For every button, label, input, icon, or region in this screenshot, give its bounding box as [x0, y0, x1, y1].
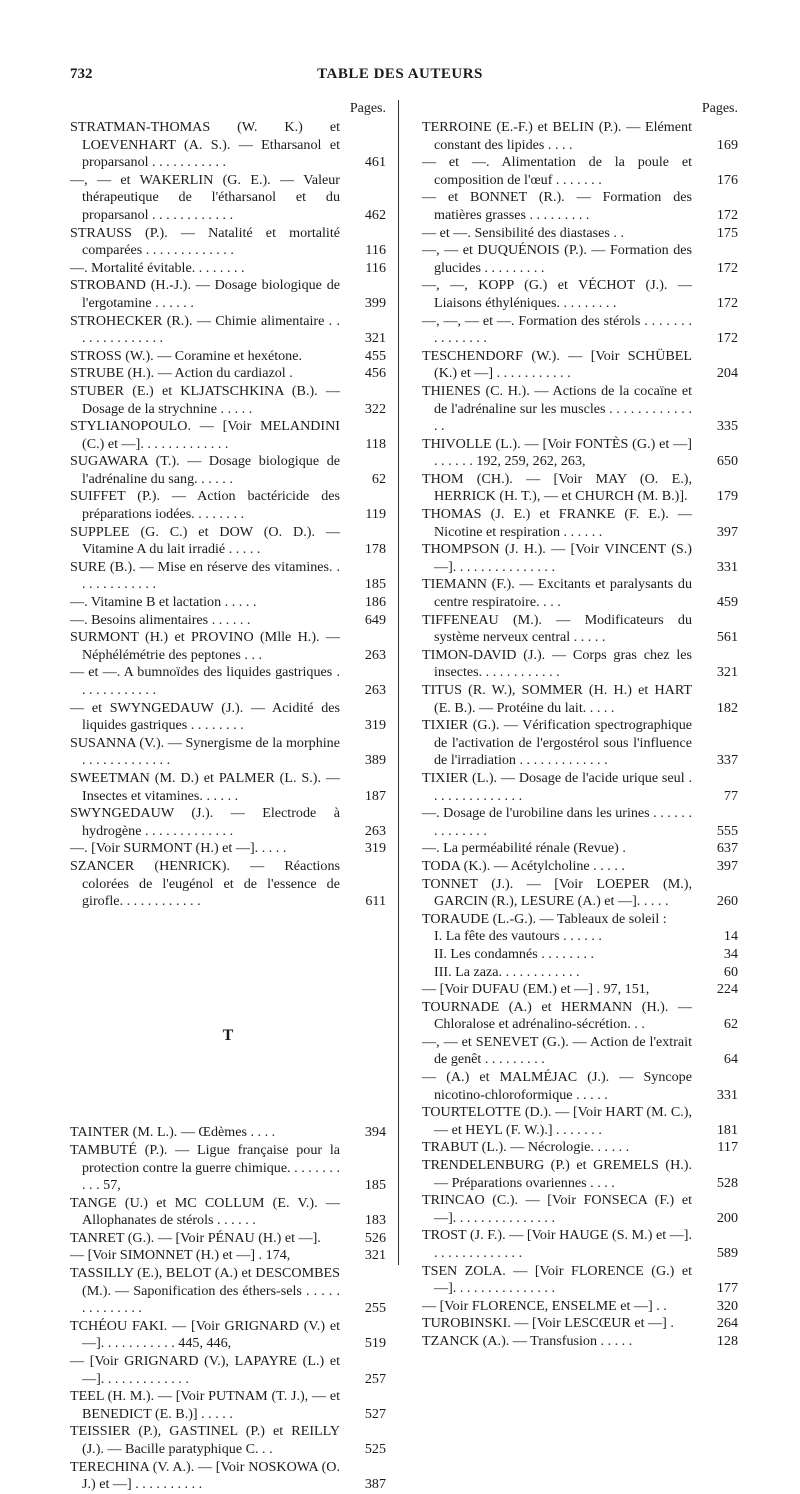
pages-label: Pages.: [701, 101, 738, 116]
entry-page: 64: [723, 1051, 738, 1068]
index-entry: [422, 242, 738, 277]
entry-text: TAINTER (M. L.). — Œdèmes . . . .: [70, 1124, 276, 1141]
index-entry: [70, 1194, 386, 1230]
index-entry: [422, 646, 738, 682]
entry-text: SUPPLEE (G. C.) et DOW (O. D.). — Vitamine A du lait irradié . . . . .: [70, 523, 340, 558]
entry-text: STRAUSS (P.). — Natalité et mortalité comparées . . . . . . . . . . . . .: [70, 224, 340, 259]
index-entry: [422, 1192, 738, 1227]
page-title: TABLE DES AUTEURS: [317, 66, 483, 82]
index-entry: [70, 840, 386, 858]
index-entry: [422, 840, 738, 858]
entry-text: TUROBINSKI. — [Voir LESCŒUR et —] .: [422, 1315, 674, 1332]
index-entry: [70, 382, 386, 418]
index-entry: [70, 453, 386, 488]
index-entry: [422, 910, 738, 929]
index-entry: [70, 277, 386, 312]
index-entry: [70, 523, 386, 559]
entry-page: 526: [364, 1229, 386, 1246]
entry-page: 172: [716, 206, 738, 223]
left-column: [70, 100, 386, 1494]
index-entry: [70, 1423, 386, 1458]
entry-text: — et —. A bumnoïdes des liquides gastriques . . . . . . . . . . . .: [70, 664, 340, 698]
entry-page: 117: [717, 1139, 738, 1156]
index-entry: [422, 805, 738, 840]
entry-text: TIXIER (L.). — Dosage de l'acide urique seul . . . . . . . . . . . . . .: [422, 769, 692, 804]
index-entry: [70, 418, 386, 453]
entry-text: TIFFENEAU (M.). — Modificateurs du système nerveux central . . . . .: [422, 611, 692, 646]
entry-page: 321: [716, 664, 738, 681]
entry-text: TIEMANN (F.). — Excitants et paralysants du centre respiratoire. . . .: [422, 576, 692, 611]
index-entry: [70, 857, 386, 911]
entry-text: — [Voir DUFAU (EM.) et —] . 97, 151,: [422, 981, 650, 998]
index-entry: [422, 541, 738, 576]
index-entry: [422, 1069, 738, 1104]
entry-page: 34: [723, 945, 738, 962]
entry-text: — [Voir GRIGNARD (V.), LAPAYRE (L.) et —]. . . . . . . . . . . . .: [70, 1353, 340, 1387]
entry-page: 169: [716, 136, 738, 153]
entry-page: 331: [716, 1086, 738, 1103]
entry-text: SWEETMAN (M. D.) et PALMER (L. S.). — Insectes et vitamines. . . . . .: [70, 769, 340, 804]
index-entry: [70, 224, 386, 260]
index-entry: [422, 506, 738, 541]
entry-text: TIXIER (G.). — Vérification spectrographique de l'activation de l'ergostérol sous l'influence de l'irradiation . . . . . . . . . . . . .: [422, 717, 692, 769]
entry-text: — et —. Sensibilité des diastases . .: [422, 224, 624, 241]
index-entry: [422, 857, 738, 876]
entry-text: — [Voir FLORENCE, ENSELME et —] . .: [422, 1297, 667, 1314]
entry-text: —, — et DUQUÉNOIS (P.). — Formation des glucides . . . . . . . . .: [422, 242, 692, 276]
entry-text: SZANCER (HENRICK). — Réactions colorées de l'eugénol et de l'essence de girofle. . . . . . . . . . . .: [70, 857, 340, 910]
index-entry: [70, 1141, 386, 1195]
entry-page: 204: [716, 365, 738, 382]
entry-text: TOURNADE (A.) et HERMANN (H.). — Chloralose et adrénalino-sécrétion. . .: [422, 998, 692, 1033]
entry-text: TORAUDE (L.-G.). — Tableaux de soleil :: [422, 910, 667, 927]
entry-page: 461: [364, 154, 386, 171]
index-entry: [422, 1332, 738, 1351]
entry-page: 389: [364, 752, 386, 769]
entry-text: II. Les condamnés . . . . . . . .: [434, 945, 595, 962]
entry-page: 528: [716, 1174, 738, 1191]
entry-text: TROST (J. F.). — [Voir HAUGE (S. M.) et —]. . . . . . . . . . . . . .: [422, 1227, 692, 1261]
entry-page: 519: [364, 1335, 386, 1352]
entry-text: THOM (CH.). — [Voir MAY (O. E.), HERRICK (H. T.), — et CHURCH (M. B.)].: [422, 470, 692, 505]
entry-text: STRATMAN-THOMAS (W. K.) et LOEVENHART (A. S.). — Etharsanol et proparsanol . . . . . . . . . . .: [70, 119, 340, 171]
entry-text: TRABUT (L.). — Nécrologie. . . . . .: [422, 1139, 630, 1156]
entry-page: 394: [364, 1124, 386, 1141]
entry-text: TANGE (U.) et MC COLLUM (E. V.). — Allophanates de stérols . . . . . .: [70, 1194, 340, 1229]
entry-page: 319: [364, 717, 386, 734]
entry-text: STROBAND (H.-J.). — Dosage biologique de l'ergotamine . . . . . .: [70, 277, 340, 311]
entry-page: 118: [365, 435, 386, 452]
index-entry: [70, 769, 386, 805]
pages-label: Pages.: [349, 101, 386, 116]
entry-text: SWYNGEDAUW (J.). — Electrode à hydrogène . . . . . . . . . . . . .: [70, 805, 340, 839]
entry-page: 172: [716, 330, 738, 347]
entry-text: TRENDELENBURG (P.) et GREMELS (H.). — Préparations ovariennes . . . .: [422, 1157, 692, 1191]
index-entry: [70, 664, 386, 699]
entry-text: —. Dosage de l'urobiline dans les urines . . . . . . . . . . . . . .: [422, 805, 692, 839]
entry-text: TOURTELOTTE (D.). — [Voir HART (M. C.), — et HEYL (F. W.).] . . . . . . .: [422, 1104, 692, 1138]
entry-page: 263: [364, 822, 386, 839]
entry-text: I. La fête des vautours . . . . . .: [434, 928, 602, 945]
index-entry: [422, 119, 738, 154]
entry-text: TRINCAO (C.). — [Voir FONSECA (F.) et —]. . . . . . . . . . . . . . .: [422, 1192, 692, 1226]
index-entry: [422, 875, 738, 911]
index-entry: [422, 981, 738, 999]
entry-text: — (A.) et MALMÉJAC (J.). — Syncope nicotino-chloroformique . . . . .: [422, 1069, 692, 1103]
entry-text: TAMBUTÉ (P.). — Ligue française pour la protection contre la guerre chimique. . . . . . . . . . . 57,: [70, 1141, 340, 1194]
entry-page: 172: [716, 294, 738, 311]
index-entry: [70, 1317, 386, 1353]
entry-page: 224: [716, 981, 738, 998]
entry-page: 260: [716, 893, 738, 910]
entry-text: TASSILLY (E.), BELOT (A.) et DESCOMBES (M.). — Saponification des éthers-sels . . . . . . . . . . . . . .: [70, 1265, 340, 1317]
index-entry: [422, 576, 738, 611]
section-letter: T: [222, 1026, 234, 1044]
entry-page: 555: [716, 822, 738, 839]
entry-page: 459: [716, 594, 738, 611]
entry-page: 527: [364, 1405, 386, 1422]
entry-text: TANRET (G.). — [Voir PÉNAU (H.) et —].: [70, 1229, 321, 1246]
entry-page: 182: [716, 699, 738, 716]
entry-page: 264: [716, 1315, 738, 1332]
index-entry: [70, 365, 386, 383]
entry-text: TZANCK (A.). — Transfusion . . . . .: [422, 1332, 633, 1349]
entry-page: 611: [365, 893, 386, 910]
entry-page: 397: [716, 857, 738, 874]
entry-text: SUGAWARA (T.). — Dosage biologique de l'adrénaline du sang. . . . . .: [70, 453, 340, 487]
entry-text: SUSANNA (V.). — Synergisme de la morphine . . . . . . . . . . . . .: [70, 734, 340, 769]
page-number: 732: [70, 66, 93, 82]
entry-text: STUBER (E.) et KLJATSCHKINA (B.). — Dosage de la strychnine . . . . .: [70, 382, 340, 417]
entry-page: 185: [364, 1177, 386, 1194]
entry-page: 176: [716, 171, 738, 188]
entry-text: STRUBE (H.). — Action du cardiazol .: [70, 365, 293, 382]
entry-page: 178: [364, 541, 386, 558]
entry-page: 331: [716, 558, 738, 575]
entry-page: 649: [364, 611, 386, 628]
entry-text: TERECHINA (V. A.). — [Voir NOSKOWA (O. J.) et —] . . . . . . . . . .: [70, 1458, 340, 1493]
entry-page: 119: [365, 506, 386, 523]
entry-text: —, — et SENEVET (G.). — Action de l'extrait de genêt . . . . . . . . .: [422, 1033, 692, 1068]
entry-page: 77: [723, 787, 738, 804]
entry-page: 263: [364, 646, 386, 663]
entry-page: 337: [716, 752, 738, 769]
entry-page: 116: [365, 242, 386, 259]
index-entry: [70, 488, 386, 523]
index-entry: [434, 963, 738, 982]
entry-text: THOMAS (J. E.) et FRANKE (F. E.). — Nicotine et respiration . . . . . .: [422, 506, 692, 540]
index-entry: [422, 769, 738, 805]
index-entry: [434, 928, 738, 946]
index-entry: [422, 312, 738, 348]
entry-page: 321: [364, 330, 386, 347]
entry-page: 116: [365, 259, 386, 276]
index-entry: [422, 347, 738, 383]
index-entry: [70, 1265, 386, 1318]
entry-page: 397: [716, 523, 738, 540]
entry-text: TONNET (J.). — [Voir LOEPER (M.), GARCIN (R.), LESURE (A.) et —]. . . . .: [422, 875, 692, 910]
entry-text: TODA (K.). — Acétylcholine . . . . .: [422, 857, 625, 874]
entry-page: 14: [723, 928, 738, 945]
entry-page: 62: [723, 1016, 738, 1033]
index-entry: [70, 594, 386, 612]
entry-page: 456: [364, 365, 386, 382]
entry-text: TERROINE (E.-F.) et BELIN (P.). — Elément constant des lipides . . . .: [422, 119, 692, 153]
entry-page: 257: [364, 1370, 386, 1387]
entry-text: —. Besoins alimentaires . . . . . .: [70, 611, 251, 628]
entry-text: SURE (B.). — Mise en réserve des vitamines. . . . . . . . . . . . .: [70, 558, 340, 593]
entry-text: TSEN ZOLA. — [Voir FLORENCE (G.) et —]. . . . . . . . . . . . . . .: [422, 1262, 692, 1297]
entry-page: 321: [364, 1247, 386, 1264]
index-entry: [70, 699, 386, 735]
entry-page: 185: [364, 576, 386, 593]
entry-text: TITUS (R. W.), SOMMER (H. H.) et HART (E. B.). — Protéine du lait. . . . .: [422, 682, 692, 716]
entry-page: 179: [716, 488, 738, 505]
entry-text: — et SWYNGEDAUW (J.). — Acidité des liquides gastriques . . . . . . . .: [70, 699, 340, 734]
index-entry: [434, 945, 738, 964]
index-entry: [70, 1247, 386, 1265]
entry-text: —. [Voir SURMONT (H.) et —]. . . . .: [70, 840, 287, 857]
entry-page: 462: [364, 206, 386, 223]
index-entry: [422, 1104, 738, 1139]
entry-page: 320: [716, 1297, 738, 1314]
entry-page: 183: [364, 1212, 386, 1229]
entry-text: — et —. Alimentation de la poule et composition de l'œuf . . . . . . .: [422, 154, 692, 188]
entry-text: STYLIANOPOULO. — [Voir MELANDINI (C.) et —]. . . . . . . . . . . . .: [70, 418, 340, 452]
entry-page: 62: [371, 470, 386, 487]
index-entry: [422, 1227, 738, 1262]
index-entry: [70, 629, 386, 664]
index-entry: [70, 1124, 386, 1142]
entry-text: — et BONNET (R.). — Formation des matières grasses . . . . . . . . .: [422, 189, 692, 223]
index-entry: [70, 611, 386, 630]
entry-page: 128: [716, 1332, 738, 1349]
entry-page: 186: [364, 594, 386, 611]
entry-page: 525: [364, 1441, 386, 1457]
entry-text: TESCHENDORF (W.). — [Voir SCHÜBEL (K.) et —] . . . . . . . . . . .: [422, 347, 692, 382]
index-entry: [70, 171, 386, 225]
entry-text: TEEL (H. M.). — [Voir PUTNAM (T. J.), — et BENEDICT (E. B.)] . . . . .: [70, 1388, 340, 1422]
index-entry: [70, 259, 386, 278]
entry-page: 650: [716, 453, 738, 470]
entry-page: 177: [716, 1280, 738, 1297]
index-entry: [70, 558, 386, 594]
entry-text: — [Voir SIMONNET (H.) et —] . 174,: [70, 1247, 291, 1264]
entry-text: —. Mortalité évitable. . . . . . . .: [70, 259, 245, 276]
entry-text: —. Vitamine B et lactation . . . . .: [70, 594, 257, 611]
entry-page: 175: [716, 224, 738, 241]
entry-text: THOMPSON (J. H.). — [Voir VINCENT (S.) —]. . . . . . . . . . . . . . .: [422, 541, 692, 575]
entry-text: —, — et WAKERLIN (G. E.). — Valeur thérapeutique de l'étharsanol et du proparsanol . . . . . . . . . . . .: [70, 171, 340, 223]
entry-text: III. La zaza. . . . . . . . . . . .: [434, 963, 580, 980]
right-column: [422, 100, 738, 1351]
entry-text: TIMON-DAVID (J.). — Corps gras chez les insectes. . . . . . . . . . . .: [422, 646, 692, 681]
index-entry: [70, 1353, 386, 1388]
column-divider: [398, 100, 399, 1265]
index-entry: [422, 1139, 738, 1157]
entries-t: [70, 1124, 386, 1493]
index-entry: [422, 435, 738, 471]
index-entry: [422, 1315, 738, 1333]
entry-text: —, —, KOPP (G.) et VÉCHOT (J.). — Liaisons éthyléniques. . . . . . . . .: [422, 277, 692, 311]
entry-text: TCHÉOU FAKI. — [Voir GRIGNARD (V.) et —]. . . . . . . . . . . 445, 446,: [70, 1317, 340, 1352]
entry-page: 181: [716, 1121, 738, 1138]
entry-page: 589: [716, 1245, 738, 1261]
entry-page: 60: [723, 963, 738, 980]
index-entry: [422, 1033, 738, 1069]
entry-page: 187: [364, 787, 386, 804]
index-entry: [70, 805, 386, 840]
index-entry: [422, 382, 738, 436]
index-entry: [422, 470, 738, 506]
entry-page: 561: [716, 629, 738, 646]
index-entry: [70, 119, 386, 172]
entry-text: THIVOLLE (L.). — [Voir FONTÈS (G.) et —] . . . . . . 192, 259, 262, 263,: [422, 435, 692, 470]
index-entry: [422, 154, 738, 189]
entry-page: 387: [364, 1476, 386, 1493]
entry-text: STROSS (W.). — Coramine et hexétone.: [70, 347, 302, 364]
entry-text: TEISSIER (P.), GASTINEL (P.) et REILLY (J.). — Bacille paratyphique C. . .: [70, 1423, 340, 1457]
entry-page: 319: [364, 840, 386, 857]
index-entry: [422, 717, 738, 770]
entries-right: [422, 119, 738, 1351]
index-entry: [422, 277, 738, 312]
entry-text: SUIFFET (P.). — Action bactéricide des préparations iodées. . . . . . . .: [70, 488, 340, 523]
index-entry: [422, 998, 738, 1034]
entry-page: 399: [364, 294, 386, 311]
index-entry: [70, 1388, 386, 1423]
entry-page: 637: [716, 840, 738, 857]
index-entry: [70, 347, 386, 366]
index-entry: [422, 189, 738, 224]
index-entry: [422, 224, 738, 243]
entry-text: —. La perméabilité rénale (Revue) .: [422, 840, 626, 857]
index-entry: [70, 1458, 386, 1494]
entry-page: 335: [716, 418, 738, 435]
index-entry: [422, 1297, 738, 1316]
index-entry: [422, 682, 738, 717]
index-entry: [422, 1262, 738, 1298]
entry-page: 322: [364, 400, 386, 417]
index-entry: [70, 1229, 386, 1248]
entry-text: THIENES (C. H.). — Actions de la cocaïne et de l'adrénaline sur les muscles . . . . . . . . . . . . . .: [422, 382, 692, 435]
entry-text: STROHECKER (R.). — Chimie alimentaire . . . . . . . . . . . . . .: [70, 312, 340, 347]
entries-s: [70, 119, 386, 911]
index-entry: [70, 734, 386, 770]
index-entry: [422, 611, 738, 647]
entry-page: 200: [716, 1209, 738, 1226]
index-entry: [422, 1157, 738, 1192]
entry-page: 255: [364, 1300, 386, 1317]
entry-page: 455: [364, 347, 386, 364]
entry-text: —, —, — et —. Formation des stérols . . . . . . . . . . . . . . .: [422, 312, 692, 347]
entry-page: 263: [364, 682, 386, 698]
entry-text: SURMONT (H.) et PROVINO (Mlle H.). — Néphélémétrie des peptones . . .: [70, 629, 340, 663]
index-entry: [70, 312, 386, 348]
entry-page: 172: [716, 259, 738, 276]
